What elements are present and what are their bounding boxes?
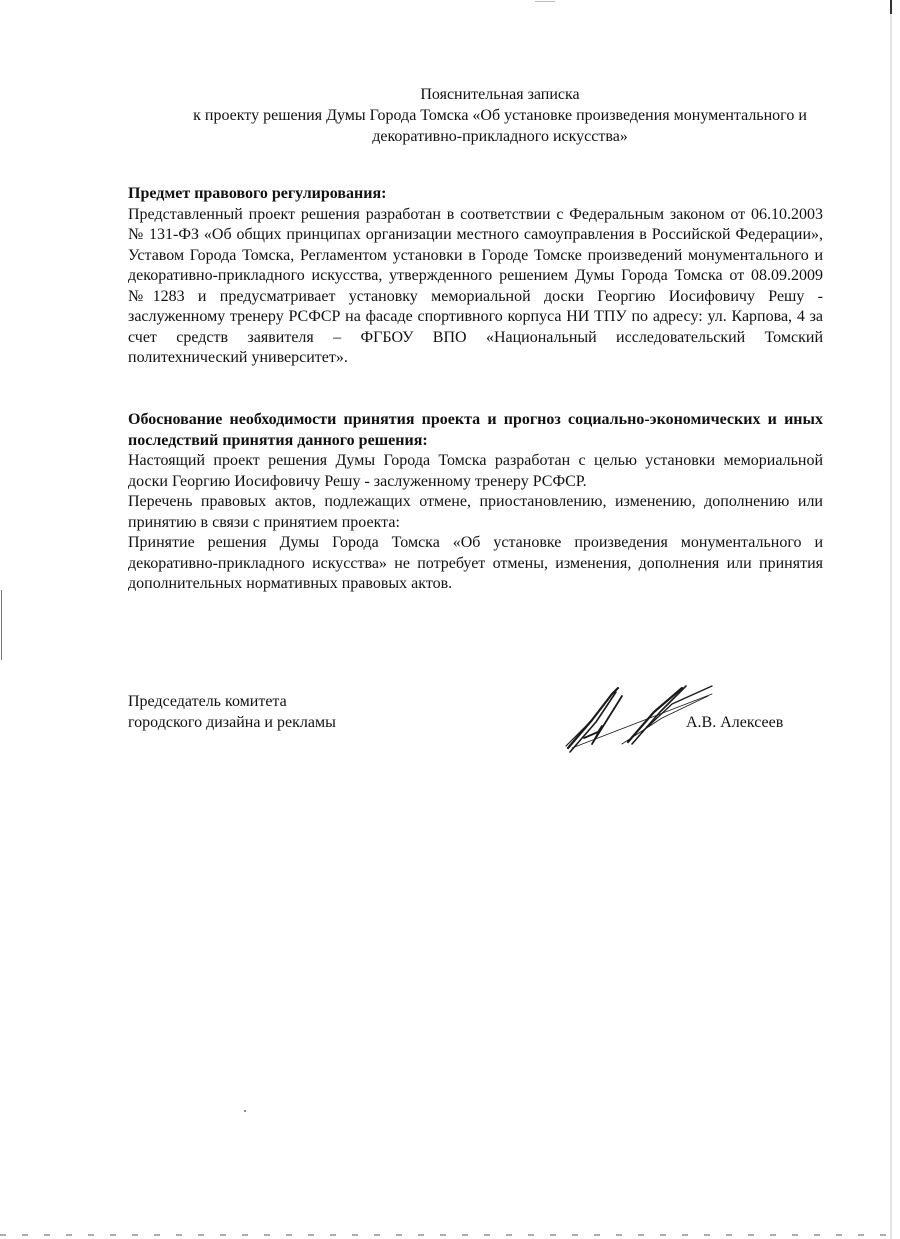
document-title (120, 84, 880, 147)
scan-artifact-top (535, 1, 555, 2)
section-heading: Обоснование необходимости принятия проекта и прогноз социально-экономических и иных последствий принятия данного решения: (128, 411, 823, 449)
signatory-name: А.В. Алексеев (686, 714, 784, 731)
position-line-2: городского дизайна и рекламы (128, 713, 336, 731)
scan-edge-right (890, 0, 892, 1239)
title-line-2: к проекту решения Думы Города Томска «Об установке произведения монументального и (193, 107, 807, 124)
section-justification (128, 410, 823, 595)
scan-artifact-bottom (0, 1234, 900, 1236)
title-line-3: декоративно-прикладного искусства» (372, 128, 628, 145)
section-paragraph: Перечень правовых актов, подлежащих отмене, приостановлению, изменению, дополнению или принятию в связи с принятием проекта: (128, 493, 823, 531)
title-line-1: Пояснительная записка (420, 86, 580, 103)
scan-artifact-left (1, 590, 2, 660)
section-paragraph: Настоящий проект решения Думы Города Томска разработан с целью установки мемориальной доски Георгию Иосифовичу Решу - заслуженному тренеру РСФСР. (128, 452, 823, 490)
section-subject-of-regulation (128, 184, 823, 369)
section-paragraph: Принятие решения Думы Города Томска «Об установке произведения монументального и декоративно-прикладного искусства» не потребует отмены, изменения, дополнения или принятия дополнительных нормативных правовых актов. (128, 534, 823, 592)
scan-speck (244, 1110, 246, 1112)
signatory-position (128, 692, 428, 733)
section-heading: Предмет правового регулирования: (128, 185, 387, 202)
position-line-1: Председатель комитета (128, 693, 287, 710)
section-paragraph: Представленный проект решения разработан в соответствии с Федеральным законом от 06.10.2003 № 131-ФЗ «Об общих принципах организации местного самоуправления в Российской Федерации», Уставом Города Томска, Регламентом установки в Городе Томске произведений монументального и декоративно-прикладного искусства, утвержденного решением Думы Города Томска от 08.09.2009 №1283 и предусматривает установку мемориальной доски Георгию Иосифовичу Решу - заслуженному тренеру РСФСР на фасаде спортивного корпуса НИ ТПУ по адресу: ул. Карпова, 4 за счет средств заявителя – ФГБОУ ВПО «Национальный исследовательский Томский политехнический университет». (128, 205, 823, 366)
